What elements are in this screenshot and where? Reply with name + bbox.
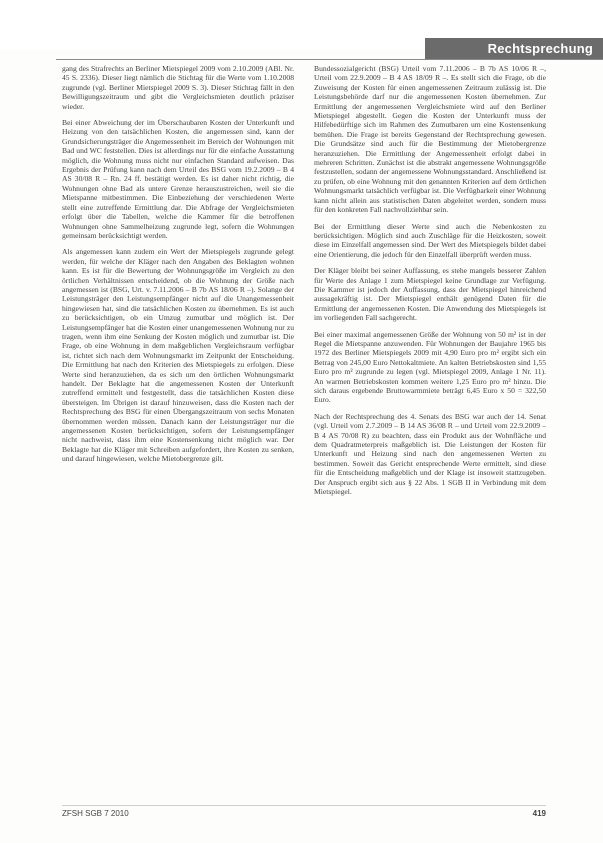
paragraph: Bundessozialgericht (BSG) Urteil vom 7.11.2006 – B 7b AS 10/06 R –, Urteil vom 22.9.2009 – B 4 AS 18/09 R –. Es stellt sich die Frage, ob die Zuweisung der Kosten für einen angemessenen Zeitraum zulässig ist. Die Leistungsbehörde darf nur die angemessenen Kosten übernehmen. Zur Ermittlung der angemessenen Vergleichsmiete wird auf den Berliner Mietspiegel abgestellt. Gegen die Kosten der Unterkunft muss der Hilfebedürftige sich im Rahmen des Zumutbaren um eine Kostensenkung bemühen. Die Frage ist bereits Gegenstand der Rechtsprechung gewesen. Die Grundsätze sind auch für die Bestimmung der Mietobergrenze heranzuziehen. Die Ermittlung der Angemessenheit erfolgt dabei in mehreren Schritten. Zunächst ist die abstrakt angemessene Wohnungsgröße festzustellen, sodann der angemessene Wohnungsstandard. Anschließend ist zu prüfen, ob eine Wohnung mit den genannten Kriterien auf dem örtlichen Wohnungsmarkt tatsächlich verfügbar ist. Die Verfügbarkeit einer Wohnung kann nicht allein aus statistischen Daten abgeleitet werden, sondern muss für den konkreten Fall nachvollziehbar sein. <box>314 64 546 215</box>
paragraph: Bei einer maximal angemessenen Größe der Wohnung von 50 m² ist in der Regel die Mietspanne anzuwenden. Für Wohnungen der Baujahre 1965 bis 1972 des Berliner Mietspiegels 2009 mit 4,90 Euro pro m² ergibt sich ein Betrag von 245,00 Euro Nettokaltmiete. An kalten Betriebskosten sind 1,55 Euro pro m² zugrunde zu legen (vgl. Mietspiegel 2009, Anlage 1 Nr. 11). An warmen Betriebskosten kommen weitere 1,25 Euro pro m² hinzu. Die sich daraus ergebende Bruttowarmmiete beträgt 6,45 Euro x 50 = 322,50 Euro. <box>314 329 546 405</box>
page-number: 419 <box>532 809 546 818</box>
header-rule <box>56 59 603 60</box>
left-column <box>62 64 294 804</box>
paragraph: Als angemessen kann zudem ein Wert der Mietspiegels zugrunde gelegt werden, für welche der Kläger nach den Angaben des Beklagten wohnen kann. Es ist für die Bewertung der Wohnungsgröße im Vergleich zu den örtlichen Verhältnissen entscheidend, ob die Wohnung der Größe nach angemessen ist (BSG, Urt. v. 7.11.2006 – B 7b AS 18/06 R –). Solange der Leistungsträger den Leistungsempfänger nicht auf die Unangemessenheit hingewiesen hat, sind die tatsächlichen Kosten zu übernehmen. Es ist auch zu berücksichtigen, ob ein Umzug zumutbar und möglich ist. Der Leistungsempfänger hat die Kosten einer unangemessenen Wohnung nur zu tragen, wenn ihm eine Senkung der Kosten möglich und zumutbar ist. Die Frage, ob eine Wohnung in dem maßgeblichen Vergleichsraum verfügbar ist, richtet sich nach dem Wohnungsmarkt im Zeitpunkt der Entscheidung. Die Ermittlung hat nach den Kriterien des Mietspiegels zu erfolgen. Diese Werte sind heranzuziehen, da es sich um den örtlichen Wohnungsmarkt handelt. Der Beklagte hat die angemessenen Kosten der Unterkunft zutreffend ermittelt und festgestellt, dass die tatsächlichen Kosten diese übersteigen. Im Übrigen ist darauf hinzuweisen, dass die Kosten nach der Rechtsprechung des BSG für einen Übergangszeitraum von sechs Monaten übernommen werden müssen. Danach kann der Leistungsträger nur die angemessenen Kosten berücksichtigen, sofern der Leistungsempfänger nicht nachweist, dass ihm eine Kostensenkung nicht möglich war. Der Beklagte hat die Kläger mit Schreiben aufgefordert, ihre Kosten zu senken, und darauf hingewiesen, welche Mietobergrenze gilt. <box>62 247 294 464</box>
right-column <box>314 64 546 804</box>
section-tab: Rechtsprechung <box>425 38 603 60</box>
journal-title: ZFSH SGB 7 2010 <box>62 809 129 818</box>
paragraph: Nach der Rechtsprechung des 4. Senats des BSG war auch der 14. Senat (vgl. Urteil vom 2.7.2009 – B 14 AS 36/08 R – und Urteil vom 22.9.2009 – B 4 AS 70/08 R) zu beachten, dass ein Produkt aus der Wohnfläche und dem Quadratmeterpreis maßgeblich ist. Die Leistungen der Kosten für Unterkunft und Heizung sind nach den angemessenen Werten zu bestimmen. Soweit das Gericht entsprechende Werte ermittelt, sind diese für die Entscheidung maßgeblich und der Klage ist insoweit stattzugeben. Der Anspruch ergibt sich aus § 22 Abs. 1 SGB II in Verbindung mit dem Mietspiegel. <box>314 411 546 497</box>
footer-rule <box>62 805 546 806</box>
body-columns <box>62 64 546 804</box>
paragraph: Der Kläger bleibt bei seiner Auffassung, es stehe mangels besserer Zahlen für Werte des Anlage 1 zum Mietspiegel keine Grundlage zur Verfügung. Die Kammer ist jedoch der Auffassung, dass der Mietspiegel hinreichend aussagekräftig ist. Der Mietspiegel enthält genügend Daten für die Ermittlung der angemessenen Kosten. Die Anwendung des Mietspiegels ist im vorliegenden Fall sachgerecht. <box>314 266 546 323</box>
page-footer <box>62 809 546 823</box>
paragraph: Bei der Ermittlung dieser Werte sind auch die Nebenkosten zu berücksichtigen. Möglich sind auch Zuschläge für die Heizkosten, soweit diese im Einzelfall angemessen sind. Der Wert des Mietspiegels bildet dabei eine Orientierung, die jedoch für den Einzelfall überprüft werden muss. <box>314 221 546 259</box>
paragraph: Bei einer Abweichung der im Überschaubaren Kosten der Unterkunft und Heizung von den tatsächlichen Kosten, die angemessen sind, kann der Grundsicherungsträger die Angemessenheit im Bereich der Wohnungen mit Bad und WC feststellen. Dies ist allerdings nur für die einfache Ausstattung möglich, die Wohnung muss nicht nur einfachen Standard aufweisen. Das Ergebnis der Prüfung kann nach dem Urteil des BSG vom 19.2.2009 – B 4 AS 30/08 R – Rn. 24 ff. bestätigt werden. Es ist daher nicht richtig, die Wohnungen ohne Bad als untere Grenze herauszustreichen, weil sie die Mietspanne mitbestimmen. Die Einbeziehung der verschiedenen Werte stellt eine zutreffende Ermittlung dar. Die Abfrage der Vergleichsmieten erfolgt über die Tabellen, welche die Kammer für die betroffenen Wohnungen ohne Sammelheizung zugrunde legt, sofern die Wohnungen gemeinsam berücksichtigt werden. <box>62 118 294 240</box>
paragraph: gang des Strafrechts an Berliner Mietspiegel 2009 vom 2.10.2009 (ABl. Nr. 45 S. 2336). Dieser liegt nämlich die Stichtag für die Werte vom 1.10.2008 zugrunde (vgl. Berliner Mietspiegel 2009 S. 3). Dieser Stichtag fällt in den Bewilligungszeitraum und gibt die Vergleichsmieten deutlich präziser wieder. <box>62 64 294 111</box>
